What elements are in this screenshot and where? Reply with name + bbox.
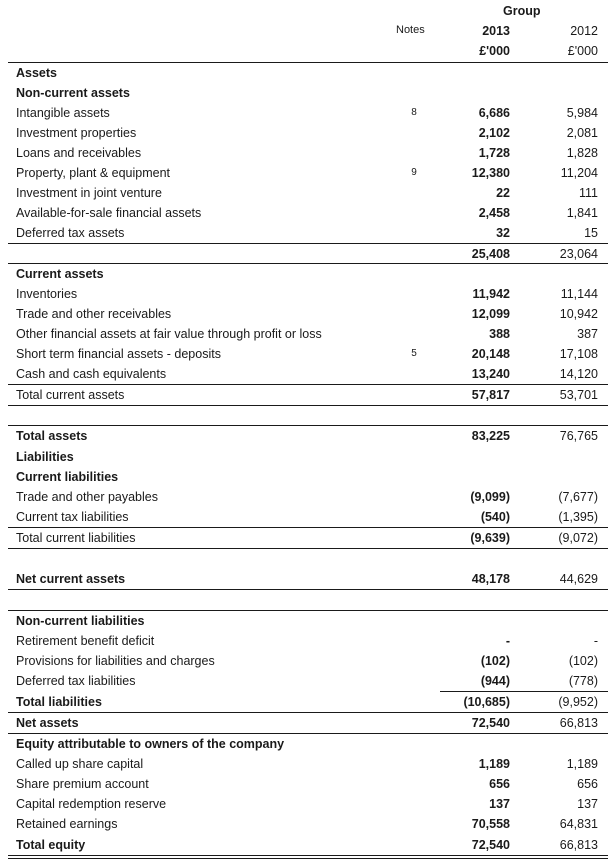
row-label: Current assets [16,267,104,281]
row-label: Total assets [16,429,88,443]
value-2012: (7,677) [558,490,598,504]
table-row [0,734,610,754]
value-2012: (1,395) [558,510,598,524]
row-label: Net current assets [16,572,126,586]
table-row [0,671,610,691]
value-2012: 76,765 [559,429,598,443]
rule-line [440,691,608,692]
value-2012: 11,144 [560,287,598,301]
value-2012: (102) [568,654,598,668]
value-2013: (9,639) [470,531,510,545]
table-row [0,163,610,183]
value-2013: 2,102 [478,126,510,140]
rule-line [8,384,608,385]
table-row [0,183,610,203]
table-row [0,203,610,223]
row-label: Short term financial assets - deposits [16,347,221,361]
value-2012: 17,108 [559,347,598,361]
table-row [0,528,610,548]
row-label: Non-current assets [16,86,130,100]
value-2013: 1,728 [478,146,510,160]
value-2013: - [505,634,510,648]
value-2012: 23,064 [559,247,598,261]
row-label: Capital redemption reserve [16,797,167,811]
row-label: Total liabilities [16,695,102,709]
row-label: Available-for-sale financial assets [16,206,202,220]
value-2012: 5,984 [566,106,598,120]
table-row [0,244,610,264]
table-row [0,83,610,103]
value-2012: (9,952) [558,695,598,709]
row-label: Investment in joint venture [16,186,162,200]
value-2012: 137 [577,797,598,811]
table-row [0,467,610,487]
table-row [0,123,610,143]
row-label: Trade and other payables [16,490,158,504]
table-row [0,487,610,507]
note-ref: 5 [411,348,417,359]
row-label: Non-current liabilities [16,614,145,628]
note-ref: 8 [411,107,417,118]
rule-line [8,733,608,734]
rule-line [8,548,608,549]
value-2012: 15 [584,226,598,240]
value-2013: (9,099) [470,490,510,504]
rule-line [8,62,608,63]
value-2013: 57,817 [471,388,510,402]
row-label: Provisions for liabilities and charges [16,654,215,668]
value-2012: 44,629 [559,572,598,586]
value-2013: 388 [489,327,510,341]
row-label: Total equity [16,838,86,852]
value-2012: 2,081 [566,126,598,140]
row-label: Trade and other receivables [16,307,172,321]
value-2013: 11,942 [472,287,510,301]
row-label: Deferred tax liabilities [16,674,136,688]
value-2012: 14,120 [559,367,598,381]
table-row [0,364,610,384]
row-label: Current liabilities [16,470,119,484]
value-2012: 111 [578,186,598,200]
value-2012: 387 [577,327,598,341]
table-row [0,507,610,527]
table-row [0,447,610,467]
rule-line [8,527,608,528]
table-row [0,284,610,304]
value-2013: 83,225 [471,429,510,443]
value-2013: 656 [489,777,510,791]
table-row [0,385,610,405]
table-row [0,63,610,83]
group-header: Group [503,4,541,18]
table-row [0,794,610,814]
table-row [0,223,610,243]
value-2013: 13,240 [471,367,510,381]
value-2012: 10,942 [559,307,598,321]
value-2012: 1,841 [566,206,598,220]
rule-line [8,610,608,611]
table-row [0,692,610,712]
rule-line [8,855,608,856]
row-label: Net assets [16,716,79,730]
row-label: Retirement benefit deficit [16,634,155,648]
row-label: Assets [16,66,57,80]
value-2012: 11,204 [560,166,598,180]
table-row [0,426,610,446]
rule-line [8,589,608,590]
value-2013: 2,458 [478,206,510,220]
table-row [0,611,610,631]
table-row [0,143,610,163]
value-2013: 20,148 [471,347,510,361]
value-2013: 137 [489,797,510,811]
value-2012: 656 [577,777,598,791]
table-row [0,754,610,774]
value-2013: 22 [496,186,510,200]
table-row [0,264,610,284]
rule-line [8,712,608,713]
rule-line [8,858,608,859]
row-label: Intangible assets [16,106,110,120]
table-row [0,814,610,834]
row-label: Liabilities [16,450,74,464]
row-label: Other financial assets at fair value through profit or loss [16,327,322,341]
value-2012: 53,701 [559,388,598,402]
table-row [0,324,610,344]
row-label: Deferred tax assets [16,226,125,240]
value-2013: 1,189 [478,757,510,771]
note-ref: 9 [411,167,417,178]
value-2013: 70,558 [471,817,510,831]
rule-line [8,263,608,264]
value-2013: 6,686 [478,106,510,120]
value-2012: - [593,634,598,648]
value-2013: 12,380 [471,166,510,180]
row-label: Inventories [16,287,78,301]
value-2013: (10,685) [463,695,510,709]
table-row [0,569,610,589]
row-label: Total current assets [16,388,125,402]
unit-2012-header: £'000 [567,44,598,58]
value-2013: 72,540 [471,838,510,852]
rule-line [8,425,608,426]
notes-header: Notes [396,24,425,36]
value-2013: 12,099 [471,307,510,321]
value-2012: 66,813 [559,716,598,730]
value-2012: 64,831 [559,817,598,831]
row-label: Investment properties [16,126,137,140]
table-row [0,835,610,855]
row-label: Loans and receivables [16,146,142,160]
value-2012: 1,189 [566,757,598,771]
value-2013: 25,408 [471,247,510,261]
table-row [0,774,610,794]
table-row [0,713,610,733]
value-2013: 32 [496,226,510,240]
table-row [0,651,610,671]
row-label: Retained earnings [16,817,118,831]
value-2013: (540) [480,510,510,524]
table-row [0,344,610,364]
rule-line [8,405,608,406]
year-2013-header: 2013 [482,24,510,38]
table-row [0,304,610,324]
unit-2013-header: £'000 [479,44,510,58]
row-label: Current tax liabilities [16,510,129,524]
value-2012: (778) [568,674,598,688]
row-label: Equity attributable to owners of the company [16,737,285,751]
value-2012: (9,072) [558,531,598,545]
value-2012: 66,813 [559,838,598,852]
table-row [0,103,610,123]
row-label: Cash and cash equivalents [16,367,167,381]
value-2013: 72,540 [471,716,510,730]
row-label: Share premium account [16,777,149,791]
row-label: Called up share capital [16,757,144,771]
value-2013: (944) [480,674,510,688]
row-label: Total current liabilities [16,531,136,545]
row-label: Property, plant & equipment [16,166,171,180]
value-2013: (102) [480,654,510,668]
year-2012-header: 2012 [570,24,598,38]
table-row [0,631,610,651]
rule-line [8,243,608,244]
value-2012: 1,828 [566,146,598,160]
value-2013: 48,178 [471,572,510,586]
